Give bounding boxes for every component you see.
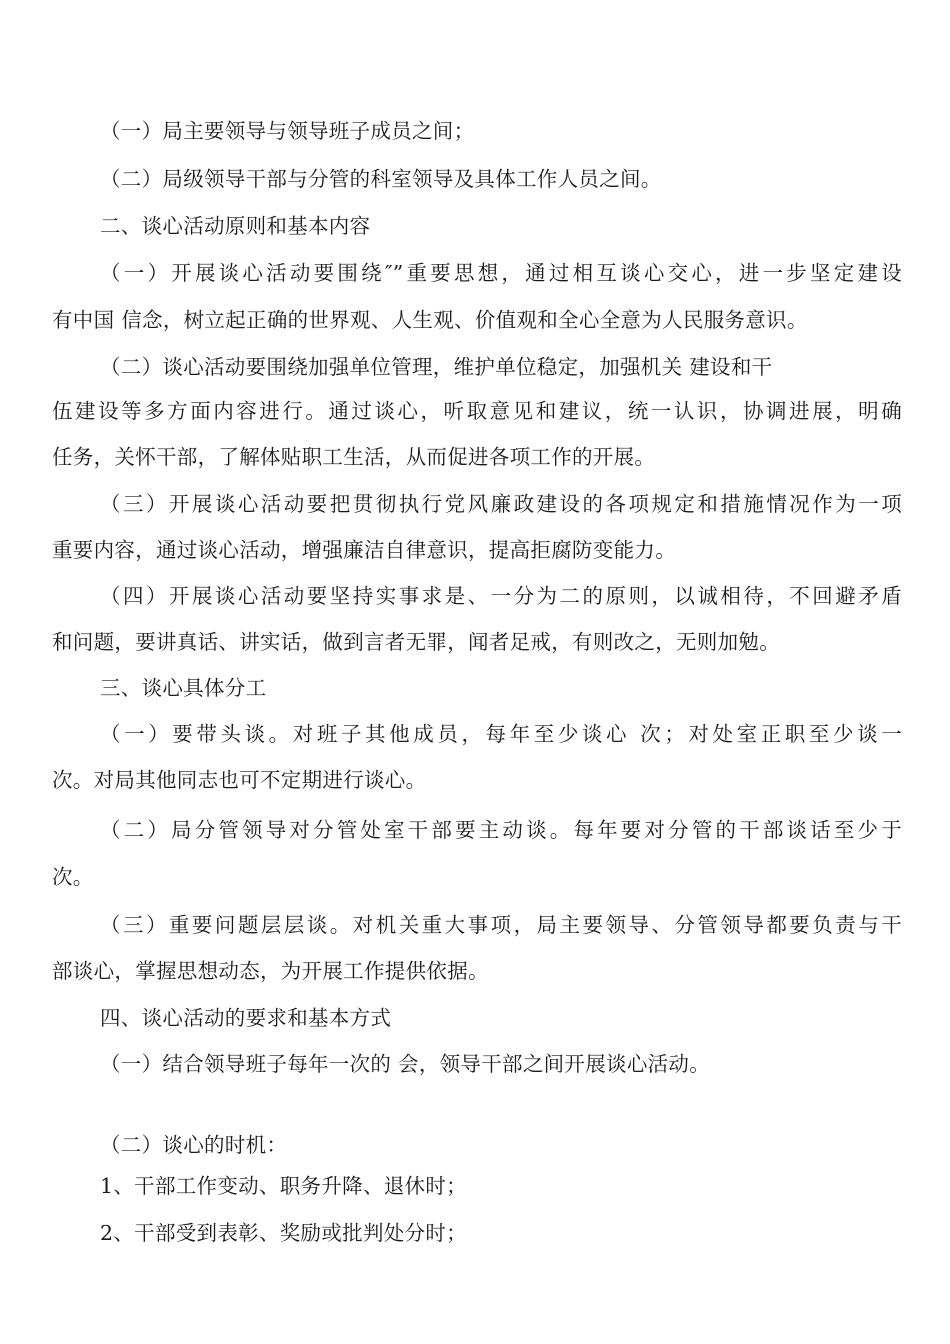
paragraph-line: （一）结合领导班子每年一次的 会，领导干部之间开展谈心活动。 <box>100 1052 711 1076</box>
section-heading: 二、谈心活动原则和基本内容 <box>100 214 371 238</box>
paragraph-line: （一）要带头谈。对班子其他成员，每年至少谈心 次；对处室正职至少谈一 <box>100 722 902 746</box>
paragraph-line: （二）局级领导干部与分管的科室领导及具体工作人员之间。 <box>100 167 662 191</box>
paragraph-line: （三）开展谈心活动要把贯彻执行党风廉政建设的各项规定和措施情况作为一项 <box>100 492 902 516</box>
section-heading: 四、谈心活动的要求和基本方式 <box>100 1006 392 1030</box>
paragraph-line: （二）局分管领导对分管处室干部要主动谈。每年要对分管的干部谈话至少于 <box>100 818 902 842</box>
paragraph-line: （一）局主要领导与领导班子成员之间； <box>100 119 475 143</box>
paragraph-line: 和问题，要讲真话、讲实话，做到言者无罪，闻者足戒，有则改之，无则加勉。 <box>52 630 780 654</box>
list-item: 1、干部工作变动、职务升降、退休时； <box>100 1174 467 1198</box>
paragraph-line: 有中国 信念，树立起正确的世界观、人生观、价值观和全心全意为人民服务意识。 <box>52 308 808 332</box>
paragraph-line: 伍建设等多方面内容进行。通过谈心，听取意见和建议，统一认识，协调进展，明确 <box>52 399 902 423</box>
section-heading: 三、谈心具体分工 <box>100 676 267 700</box>
paragraph-line: （四）开展谈心活动要坚持实事求是、一分为二的原则，以诚相待，不回避矛盾 <box>100 584 902 608</box>
list-item: 2、干部受到表彰、奖励或批判处分时； <box>100 1221 467 1245</box>
paragraph-line: 部谈心，掌握思想动态，为开展工作提供依据。 <box>52 959 489 983</box>
paragraph-line: 次。 <box>52 865 94 889</box>
paragraph-line: （二）谈心活动要围绕加强单位管理，维护单位稳定，加强机关 建设和干 <box>100 355 773 379</box>
paragraph-line: 次。对局其他同志也可不定期进行谈心。 <box>52 768 427 792</box>
paragraph-line: 重要内容，通过谈心活动，增强廉洁自律意识，提高拒腐防变能力。 <box>52 538 676 562</box>
paragraph-line: （二）谈心的时机： <box>100 1133 288 1157</box>
paragraph-line: 任务，关怀干部，了解体贴职工生活，从而促进各项工作的开展。 <box>52 445 656 469</box>
paragraph-line: （一）开展谈心活动要围绕″”重要思想，通过相互谈心交心，进一步坚定建设 <box>100 261 902 285</box>
paragraph-line: （三）重要问题层层谈。对机关重大事项，局主要领导、分管领导都要负责与干 <box>100 913 902 937</box>
